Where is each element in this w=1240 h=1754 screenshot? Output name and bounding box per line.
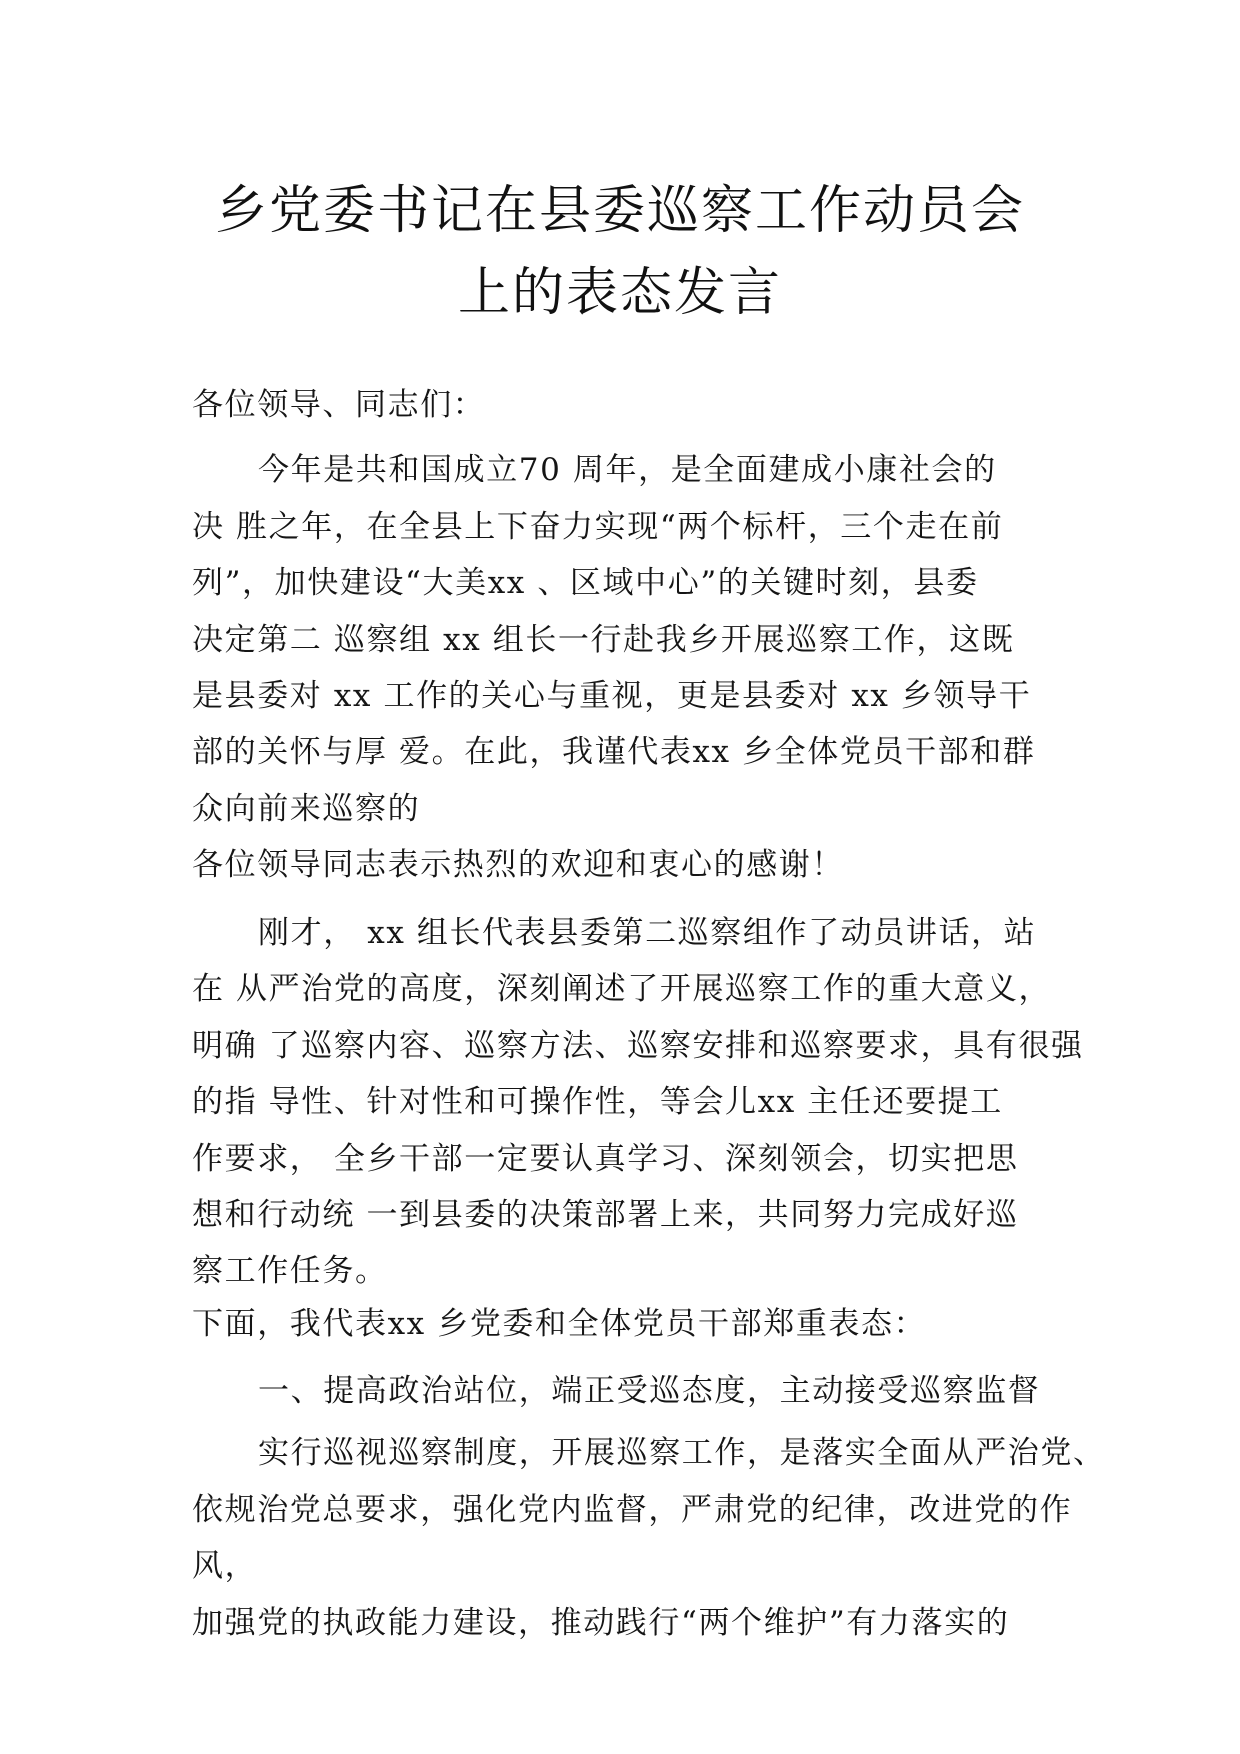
document-title-line-1: 乡党委书记在县委巡察工作动员会 <box>214 181 1025 241</box>
body-line: 依规治党总要求，强化党内监督，严肃党的纪律，改进党的作 <box>192 1492 1073 1528</box>
body-line: 想和行动统 一到县委的决策部署上来，共同努力完成好巡 <box>192 1197 1019 1233</box>
body-line: 明确 了巡察内容、巡察方法、巡察安排和巡察要求，具有很强 <box>192 1028 1084 1064</box>
body-line: 各位领导同志表示热烈的欢迎和衷心的感谢！ <box>192 847 844 883</box>
body-line: 众向前来巡察的 <box>192 791 421 827</box>
document-title-line-2: 上的表态发言 <box>457 263 782 323</box>
body-line: 下面，我代表xx 乡党委和全体党员干部郑重表态： <box>192 1306 927 1342</box>
body-line: 是县委对 xx 工作的关心与重视，更是县委对 xx 乡领导干 <box>192 678 1032 714</box>
section-heading: 一、提高政治站位，端正受巡态度，主动接受巡察监督 <box>258 1373 1041 1409</box>
body-line: 部的关怀与厚 爱。在此，我谨代表xx 乡全体党员干部和群 <box>192 734 1036 770</box>
body-line: 列”，加快建设“大美xx 、区域中心”的关键时刻，县委 <box>192 565 979 601</box>
body-line: 察工作任务。 <box>192 1253 388 1289</box>
body-line: 刚才， xx 组长代表县委第二巡察组作了动员讲话，站 <box>258 915 1037 951</box>
body-line: 在 从严治党的高度，深刻阐述了开展巡察工作的重大意义， <box>192 971 1052 1007</box>
body-line: 决定第二 巡察组 xx 组长一行赴我乡开展巡察工作，这既 <box>192 622 1015 658</box>
body-line: 今年是共和国成立70 周年，是全面建成小康社会的 <box>258 452 997 488</box>
salutation: 各位领导、同志们： <box>192 387 486 423</box>
body-line: 的指 导性、针对性和可操作性，等会儿xx 主任还要提工 <box>192 1084 1003 1120</box>
body-line: 实行巡视巡察制度，开展巡察工作，是落实全面从严治党、 <box>258 1435 1106 1471</box>
body-line: 决 胜之年，在全县上下奋力实现“两个标杆，三个走在前 <box>192 509 1004 545</box>
body-line: 风， <box>192 1548 258 1584</box>
body-line: 加强党的执政能力建设，推动践行“两个维护”有力落实的 <box>192 1605 1010 1641</box>
body-line: 作要求， 全乡干部一定要认真学习、深刻领会，切实把思 <box>192 1141 1019 1177</box>
